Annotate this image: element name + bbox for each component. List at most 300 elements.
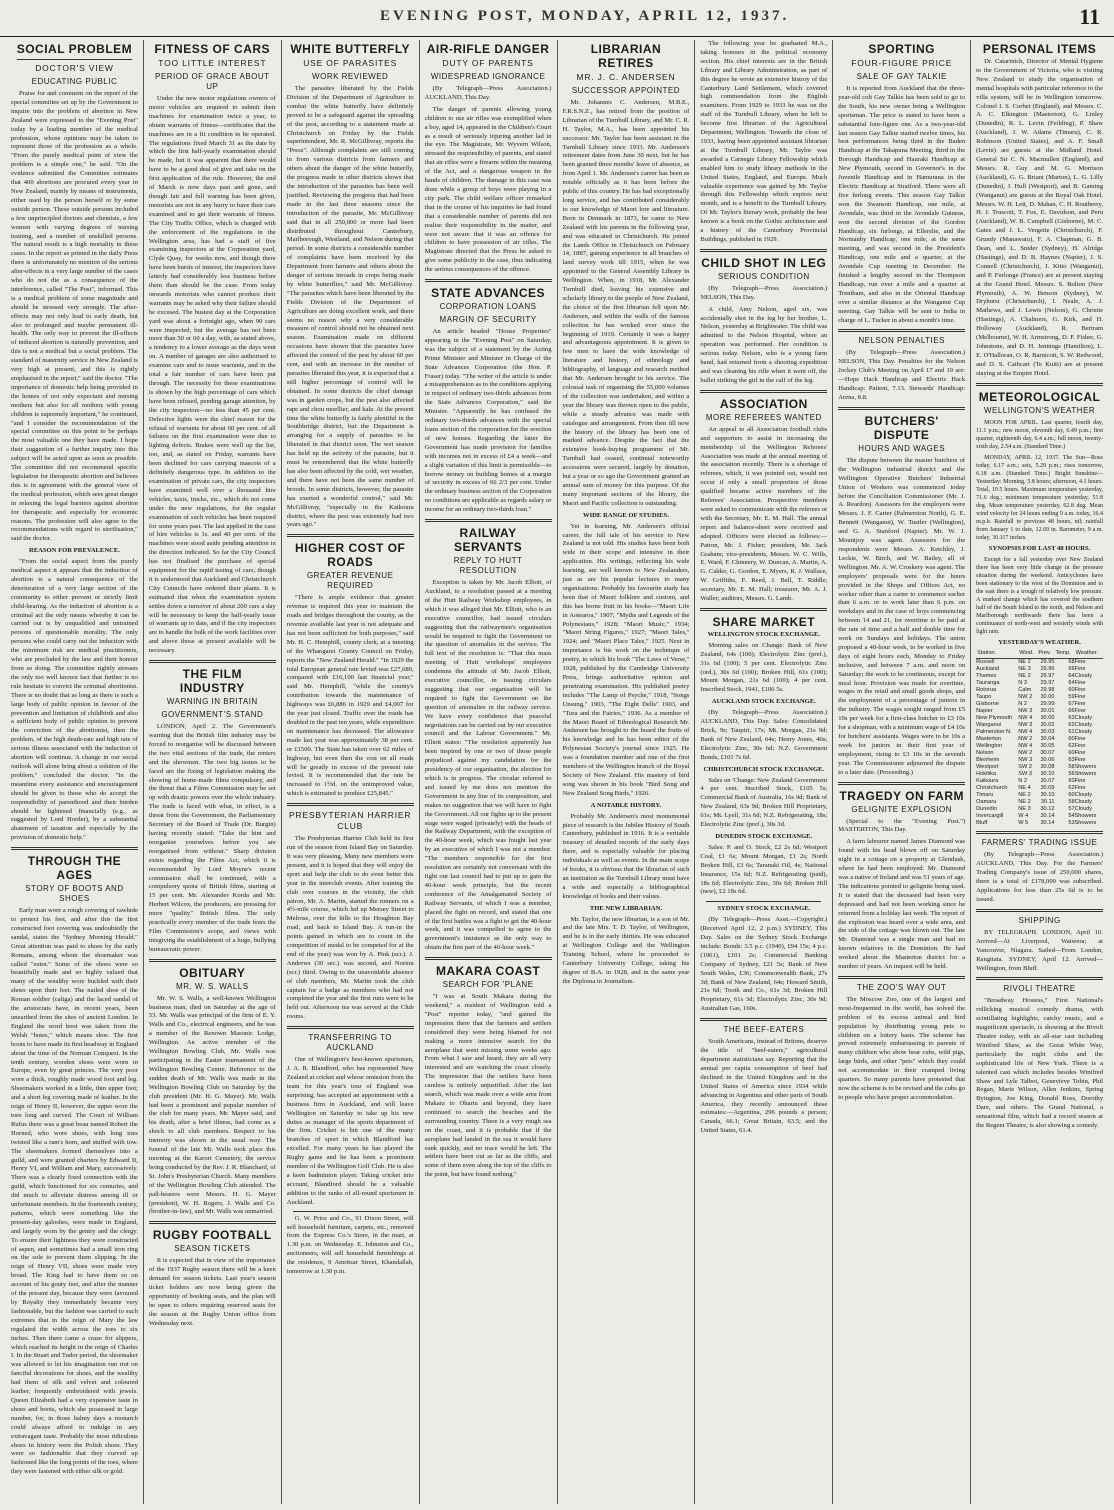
table-cell: 29.96 [1040,666,1055,673]
table-cell: W 5 [1018,820,1029,827]
table-header: Wind. [1018,649,1037,659]
divider [425,519,552,522]
table-cell: 62 [1068,722,1075,729]
table-cell: 64 [1068,673,1075,680]
table-cell: SW 2 [1018,764,1032,771]
table-cell: 56 [1068,771,1075,778]
table-row [976,799,1103,806]
article-body: LONDON, April 2. The Government's warning that the British film industry may be forced to reorganise will be discussed between the two vital sections of the trade, the renters and the showmen. The two big issues to be faced are the fixing of legislation making the showing of home-made films compulsory, and the threat that a Films Commission may be set up with drastic powers over the whole industry. The trade is faced with what, in effect, is a threat from the Government, the Parliamentary Secretary of the Board of Trade (Dr. Burgin) having recently stated: "Take the hint and reorganise yourselves before you are reorganised from without." Sharp division exists regarding the Films Act, which it is recommended by Lord Moyne's recent commission shall be continued, with a compulsory quota of British films, starting at 15 per cent. Mr. Alexander Korda and Mr. Herbert Wilcox, the producers, are pressing for more "quality" British films. The only practically every member of the trade fears the Film Commission's scope, and views with misgiving the establishment of a huge, bullying bureaucratic power. [148,723,276,953]
subheadline: FOUR-FIGURE PRICE [851,58,953,68]
table-cell: 67 [1068,701,1075,708]
table-cell: NE 2 [1018,799,1031,806]
article-body: The parasites liberated by the Fields Division of the Department of Agriculture to combat the white butterfly have definitely proved to be a safeguard against the spreading of the pest, according to a statement made at Christchurch on Friday by the Fields superintendent, Mr. R. McGillivray, reports the "Press". Although complaints are still coming in from various districts from farmers and others about the danger of the white butterfly, the progress made in other districts shows that the introduction of the parasites has been well justified. Reviewing the progress that had been made in the last three seasons since the introduction of the parasite, Mr. McGillivray said that in all 250,000 or more had been distributed throughout Canterbury, Marlborough, Westland, and Nelson during that period. In some districts a considerable number of complaints have been received by the Department from farmers and others about the danger of serious inroads in crops being made by white butterflies," said Mr. McGillivray. "The parasites which have been liberated by the Fields Division of the Department of Agriculture are doing excellent work, and there seems no reason why a very considerable measure of control should not be obtained next season. Examination made on different occasions have shown that the parasites have affected the control of the pest by about 60 per cent, and with an increase in the number of parasites liberated this year, it is expected that a still higher percentage of control will be obtained. In some districts the chief damage was in garden crops, but the pest also affected rape and chou moellier, and kale. At the present time the white butterfly is fairly plentiful in the Southbridge district, but the Department is arranging for a supply of parasites to be liberated in that district soon. The wet season has held up the activity of the parasite, but it must be remembered that the white butterfly has also been affected by the cold, wet weather, and there have not been the same number of broods. In some districts, however, the parasite has exerted a wonderful control," said Mr. McGillivray, "especially in the Kaikoura district, where the pest was extremely bad two years ago." [286,85,414,529]
table-cell: 60 [1068,750,1075,757]
table-header: Weather. [1075,649,1103,659]
subheadline: EDUCATING PUBLIC [31,77,118,86]
column-8 [971,40,1108,1504]
headline: SHARE MARKET [712,614,816,629]
article-body: An article headed "House Properties" appearing in the "Evening Post" on Saturday, was the subject of a statement by the Acting Prime Minister and Minister in Charge of the State Advances Corporation (the Hon. P. Fraser) today. "The writer of the article is under a misapprehension as to the conditions applying in respect of ordinary two-thirds advances from the State Advances Corporation," said the Minister. "Apparently he has confused the ordinary two-thirds advances with the special loans section of the corporation for the erection of new houses. Regarding the latter the Government has made provision for families with incomes not in excess of £4 a week—and a slight variation of this limit is permissible—to borrow money on building homes at a margin of security in excess of 66 2/3 per cent. Under the ordinary business section of the Corporation no conditions are applicable as regards salary or income for an ordinary two-thirds loan." [424,328,552,514]
table-cell: Dunedin [976,806,997,813]
article-body: Except for a fall yesterday over New Zealand there has been very little change in the pressure situation during the weekend. Anticyclones have been stationary to the west of the Dominion and to the east there is a trough of relatively low pressure. A marked change which has covered the southern half of the South Island to the north, and Nelson and Marlborough northwards there has been a continuance of north-west and westerly winds with light rain. [976,556,1103,635]
table-cell: Cloudy [1074,799,1092,806]
table-cell: Fine [1074,694,1086,701]
subheadline: MORE REFEREES WANTED [705,412,822,422]
masthead [0,0,1114,37]
column-3 [282,40,420,1504]
headline: CHILD SHOT IN LEG [701,255,827,270]
table-cell: Invercargill [976,813,1004,820]
article-social-problem [11,42,138,843]
subheadline: REPLY TO HUTT RESOLUTION [453,556,523,576]
article-air-rifle-danger [425,42,552,275]
table-cell: Fine [1074,666,1086,673]
table-cell: New Plymouth [976,715,1013,722]
table-cell: Fine [1074,680,1086,687]
column-7 [833,40,971,1504]
table-row [976,757,1103,764]
headline: SHIPPING [1018,915,1061,925]
headline: MAKARA COAST [435,964,541,979]
article-white-butterfly [287,42,414,530]
table-cell: 54 [1068,813,1075,820]
subheadline: DUTY OF PARENTS [442,58,534,68]
subheadline: MR. J. C. ANDERSEN [576,72,676,82]
subheadline: MR. W. S. WALLS [176,981,249,991]
headline: WHITE BUTTERFLY [290,42,411,56]
table-cell: W 4 [1018,813,1029,820]
section-subhead: AUCKLAND STOCK EXCHANGE. [711,698,816,706]
section-subhead: THE NEW LIBRARIAN. [589,904,663,912]
article-association [700,397,827,604]
headline: THROUGH THE AGES [27,854,122,883]
table-cell: Auckland [976,666,1000,673]
table-cell: Russell [976,659,995,666]
headline: SOCIAL PROBLEM [16,42,133,56]
headline: SPORTING [868,42,936,56]
article-higher-cost-of-roads [287,541,414,799]
article-body: (By Telegraph—Press Assn.—Copyright.) (Received April 12, 2 p.m.) SYDNEY, This Day. Sales on the Sydney Stock Exchange include: Bonds: 3.5 p.c. (1940), £94 15s; 4 p.c. (1961), £101 2s; Commercial Banking Company of Sydney, £21 5s; Bank of New South Wales, £36; Commonwealth Bank, 27s 3d; Bank of New Zealand, 64s; Howard Smith, 21s 6d; Tooth and Co., 61s 3d; Broken Hill Proprietary, 61s 3d; Electrolytic Zinc, 30s 9d; Australian Gas, 160s. [700,916,828,1013]
table-cell: 30.14 [1040,813,1055,820]
article-body: A farm labourer named James Diamond was found with his head blown off on Saturday night in a cottage on a property at Glendusk, where he had been employed. Mr. Diamond was a native of Ireland and was 51 years of age. The indications pointed to gelignite being used. It is stated that the deceased had been very depressed and had not been working since he returned from a holiday last week. The report of the explosion was heard over a wide area, and the side of the cottage was blown out. The late Mr. Diamond was a single man and had no known relatives in the Dominion. He had worked about the Masterton district for a number of years. An inquest will be held. [838,838,966,971]
table-cell: NE 3 [1018,806,1031,813]
table-cell: Fine [1074,778,1086,785]
page-number: 11 [1079,4,1100,29]
article-body: "There is ample evidence that greater revenue is required this year to maintain the roads and bridges throughout the county, as the revenue available last year is not adequate and has not been sufficient for both purposes," said Mr. H. C. Hemphill, county clerk, at a meeting of the Whangarei County Council on Friday, reports the "New Zealand Herald." "In 1929 the total European general rate levied was £27,680, compared with £16,100 last financial year," said Mr. Hemphill, "while the county's contribution towards the maintenance of highways was £6,886 in 1929 and £4,007 for the year just closed. Traffic over the roads has doubled in the past ten years, while expenditure on maintenance has decreased. The allowance made last year was approximately 38 per cent. or £1500. The State has taken over 62 miles of highway, but even then the cost on all roads will be greatly in excess of the present rate levied. It is recommended that the rate be increased to 1½d. on the unimproved value, which is estimated to produce £25,845." [286,594,414,798]
table-row [976,701,1103,708]
table-cell: N 2 [1018,701,1027,708]
table-cell: Fine [1074,743,1086,750]
article-rivoli-theatre [976,984,1103,1131]
column-2 [144,40,282,1504]
table-row [976,806,1103,813]
headline: PRESBYTERIAN HARRIER CLUB [289,810,412,832]
article-nelson-penalties [838,336,965,402]
article-body: Mr. W. S. Walls, a well-known Wellington business man, died on Saturday at the age of 53. Mr. Walls was principal of the firm of E. Y. Walls and Co., electrical engineers, and he was a member of the Renown Masonic Lodge, Wellington. An active member of the Wellington Bowling Club, Mr. Walls was participating in the Easter tournament of the Wellington Bowling Centre. Reference to the sudden death of Mr. Walls was made in the Wellington Bowling Club on Saturday by the club president (Mr. H. G. Mayer). Mr. Walls had been a prominent and popular member of the club for many years, Mr. Mayer said, and his death, after a brief illness, had come as a shock to all club members. Respect to his memory was shown in the usual way. The funeral of the late Mr. Walls took place this morning at the Karori Cemetery, the service being conducted by the Rev. J. R. Blanchard, of St. John's Presbyterian Church. Many members of the Wellington Bowling Club attended. The pall-bearers were Messrs. H. G. Mayer (president), W. H. Rogers, J. Walls and Co. (brother-in-law), and Mr. Walls was unmarried. [148,994,276,1216]
table-cell: 30.07 [1040,778,1055,785]
article-zoos-way-out [838,983,965,1103]
table-cell: NW 2 [1018,750,1033,757]
table-cell: Cloudy [1074,722,1092,729]
article-body: Yet in learning, Mr. Andersen's official career, the full tale of his service to New Zealand is not told. His studies have been both wide in their scope and intensive in their application. His writings, reflecting his wide learning, are well known to New Zealanders, just as are his popular lectures to many organisations. Probably his favourite study has been that of Maori folklore and custom, and this has borne fruit in his books—"Maori Life in Aotearoa," 1907; "Myths and Legends of the Polynesians," 1928; "Maori Music," 1934; "Maori String Figures," 1927; "Maori Tales," 1924; and "Maori Place Tales," 1925. Next in importance is his work on the technique of poetry, to which his book "The Laws of Verse," 1928, published by the Cambridge University Press, brings authoritative opinion and penetrating examination. His published poetry includes "The Lamp of Psyche," 1918, "Songs Unsung," 1903, "The Eight Dells" 1903, and "Tura and the Fairies," 1936. As a member of the Maori Board of Ethnological Research Mr. Andersen has brought to the board the fruits of his knowledge and he has been editor of the Polynesian Society's journal since 1925. He was a foundation member and one of the first members of the Wellington branch of the Royal Society of New Zealand. His mastery of bird song was shown in his book "Bird Song and New Zealand Song Birds," 1926. [562,522,690,797]
divider [700,1018,827,1021]
article-body: Dr. Catarinich, Director of Mental Hygiene to the Government of Victoria, who is visiting New Zealand to study the organisation of mental hospitals with particular reference to the villa system, will be in Wellington tomorrow. Colonel I. S. Corbet (England), and Messrs. C. A. C. Elkington (Masterton), G. Linley (Dunedin), R. L. Levin (Feilding), P. Shaw (Auckland), J. W. Adams (Timaru), C. R. Robinson (United States), and A. F. Small (Levin) are guests at the Midland Hotel. General Sir C. N. Macmullen (England), and Messrs. R. Guy and M. G. Morrison (Auckland), G. G. Briant (Marton), L. G. Lilly (Dunedin), J. Hull (Westport), and B. Gaming (Wanganui) are guests at the Royal Oak Hotel. Messrs. W. H. Lett, D. Mahan, C. H. Routberry, H. J. Truscott, T. Fox, E. Davidson, and Peru (Auckland), W. B. Campbell (Gisborne), M. C. Gates and J. L. Vergette (Christchurch), F. Grundy (Manawatu), F. A. Chapman, G. B. Dean, and L. Snider (Sydney), H. Alridge (Hastings), and D. B. Haynes (Napier), J. S. Connell (Christchurch), J. Kitto (Wanganui), and P. Furlonge (France) are at present staying at the Grand Hotel. Messrs. S. Bolton (New Plymouth), A. W. Benson (Sydney), W. Dryhurst (Christchurch), I. Neale, A. J. Mathews, and J. Lewis (Nelson), G. Christie (Hastings), A. Chalmers, G. Kirk, and H. Holloway (Auckland), R. Bertram (Melbourne), W. H. Armstrong, D. F. Fisher, G. Johnstone, and D. H. Jennings (Hamilton), L. E. O'Halloran, O. R. Barnicott, S. W. Redwood, and D. S. Cathcart (Te Kuiti) are at present staying at the Empire Hotel. [976,58,1103,377]
table-row [976,785,1103,792]
table-cell: NW 4 [1018,729,1033,736]
table-cell: 58 [1068,799,1075,806]
article-presbyterian-harrier-club [287,810,414,1022]
article-body: (By Telegraph—Press Association.) AUCKLAND, This Day. Sales: Consolidated Brick, 9s; Taupiri, 17s; Mt. Morgan, 21s 9d; Bank of New Zealand, 64s; Henry Jones, 40s; Electrolytic Zinc, 30s 6d; N.Z. Government Bonds, £101 7s 6d. [700,709,828,761]
divider [838,782,965,785]
table-row [976,750,1103,757]
table-cell: 66 [1068,708,1075,715]
headline: STATE ADVANCES [431,286,546,301]
divider [149,1221,276,1224]
section-subhead: SYNOPSIS FOR LAST 48 HOURS. [988,544,1091,552]
table-cell: Blenheim [976,757,1000,764]
subheadline: SEARCH FOR 'PLANE [442,980,534,990]
table-cell: Thames [976,673,997,680]
table-cell: 29.99 [1040,701,1055,708]
divider [976,831,1103,834]
table-cell: 30.06 [1040,757,1055,764]
table-cell: N 3 [1018,680,1027,687]
table-cell: Wanganui [976,722,1002,729]
table-cell: Wellington [976,743,1003,750]
table-cell: NE 4 [1018,785,1031,792]
article-body: It is reported from Auckland that the three-year-old colt Gay Talkie has been sold to go to the South, his new owner being a Wellington sportsman. The price is stated to have been a substantial four-figure one. As a two-year-old last season Gay Talkie started twelve times, his best performances being third in the Baden Handicap at the Takapuna Meeting, third in the Borough Handicap and Hauraki Handicap at New Plymouth, second in Governor's in the Juvenile Handicap and in Hamurana in the Electric Handicap at Stratford. There were all five furlong events. This season Gay Talkie won the Swanson Handicap, one mile, at Avondale, was third in the Avondale Guineas, won the second division of the Gordon Handicap, six furlongs, at Ellerslie, and the Normanby Handicap, one mile, at the same meeting, and was second in the President's Handicap, one mile and a quarter, at the Avondale Cup meeting in December. He finished a lengthy second in the Thompson Handicap, run over a mile and a quarter at Trentham, and also in the Oriental Handicap over a similar distance at the Wanganui Cup meeting. Gay Talkie will be sent to India in charge of L. Tucker in about a month's time. [838,85,966,324]
table-cell: Rotorua [976,687,997,694]
section-subhead: CHRISTCHURCH STOCK EXCHANGE. [703,765,825,773]
article-state-advances [425,286,552,515]
divider [293,1211,408,1212]
table-cell: Cloudy [1074,673,1092,680]
article-body: The Moscow Zoo, one of the largest and most-frequented in the world, has solved the problem of its excess animal and bird population by distributing young pets to children on a lottery basis. The scheme has proved extremely embarrassing to parents of many children who show bear cubs, wild pigs, large birds, and other "pets" which they could not accommodate in their cramped living quarters. So many parents have protested that now the scheme is to be revised and the cubs go to people who have proper accommodation. [838,995,966,1101]
weather-table-title: YESTERDAY'S WEATHER. [998,638,1081,646]
article-body: South Americans, instead of Britons, deserve the title of "beef-eaters," agricultural department statisticians say. Reporting that the annual per capita consumption of beef had declined in the United Kingdom and in the United States of America since 1934 while advancing in Argentina and other parts of South America, they recently announced these estimates:—Argentina, 296 pounds a person; Canada, 66.1; Great Britain, 63.5; and the United States, 61.4. [700,1038,828,1135]
table-cell: Fine [1074,701,1086,708]
table-cell: Fine [1074,736,1086,743]
divider [838,976,965,979]
table-cell: 30.09 [1040,785,1055,792]
table-cell: 30.00 [1040,694,1055,701]
table-cell: Showers [1074,764,1097,771]
article-librarian-continued [700,40,827,245]
table-cell: Timaru [976,792,994,799]
headline: TRANSFERRING TO AUCKLAND [308,1033,393,1053]
table-cell: Palmerston N. [976,729,1012,736]
article-body: (By Telegraph—Press Association.) AUCKLAND, This Day. For the Farmers' Trading Company's issue of 250,000 shares, there is a total of £178,000 was subscribed. Applications for less than 25s 6d is to be issued. [976,851,1103,903]
article-body: The following year he graduated M.A., taking honours in the political economy section. His chief interests are in the British Library and Library Administration, as part of this degree he wrote an extensive history of the Canterbury Land Settlement, which covered high commendation from the English examiners. From 1929 to 1933 he was on the staff of the Turnbull Library, when he left to become first librarian of the Agricultural Department, Wellington. Towards the close of 1933, having been appointed assistant librarian at the Turnbull Library, Mr. Taylor was awarded a Carnegie Library Fellowship which enabled him to study library methods in the United States, England, and Europe. Much valuable experience was gained by Mr. Taylor through this Fellowship which expires next month, and is a benefit to the Turnbull Library. Of Mr. Taylor's literary work, probably the best known is a book on the Gothic architecture and a history of the Canterbury Provincial Buildings, published in 1929. [700,40,828,243]
table-cell: Showers [1074,771,1097,778]
divider [976,977,1103,980]
table-cell: 30.11 [1040,799,1055,806]
table-row [976,736,1103,743]
divider [149,959,276,962]
section-subhead: WIDE RANGE OF STUDIES. [583,511,669,519]
article-share-market [700,615,827,897]
table-cell: Napier [976,708,993,715]
table-row [976,771,1103,778]
divider [976,383,1103,386]
table-row [976,694,1103,701]
article-beef-eaters [700,1025,827,1136]
article-railway-servants [425,526,552,953]
section-subhead: DUNEDIN STOCK EXCHANGE. [715,832,813,840]
headline: OBITUARY [179,965,246,980]
table-cell: Fine [1074,757,1086,764]
table-cell: 30.05 [1040,743,1055,750]
table-cell: Cloudy [1074,715,1092,722]
table-cell: Fine [1074,708,1086,715]
divider [838,407,965,410]
subheadline: PERIOD OF GRACE ABOUT UP [155,72,270,91]
subheadline: SALE OF GAY TALKIE [856,72,947,81]
table-header-row [976,649,1103,659]
table-cell: NW 3 [1018,757,1033,764]
divider [838,329,965,332]
article-body: Sales: P. and O. Stock, £2 2s 6d; Westport Coal, £1 6s; Mount Morgan, £1 2s; North Broken Hill, £3 6s; Taranaki Oil, 4s; National Insurance, 15s 6d; N.Z. Refrigerating (paid), 18s 6d; Electrolytic Zinc, 30s 6d; Broken Hill (new), £2 18s 6d. [700,843,828,896]
table-cell: 59 [1068,694,1075,701]
divider [976,909,1103,912]
headline: AIR-RIFLE DANGER [426,42,550,56]
table-cell: Tauranga [976,680,1000,687]
headline: NELSON PENALTIES [858,336,945,346]
divider [706,901,821,902]
subheadline: WIDESPREAD IGNORANCE [430,72,546,81]
table-cell: 30.14 [1040,820,1055,827]
table-header: Temp. [1054,649,1074,659]
subheadline: SEASON TICKETS [174,1244,251,1254]
article-body: BY TELEGRAPH. LONDON, April 10. Arrived—At Liverpool, Waiwera; at Vancouver, Niagara. Sailed—From London, Rangitata. SYDNEY, April 12. Arrived—Wellington, from Bluff. [976,928,1103,972]
headline: THE FILM INDUSTRY [179,667,245,696]
section-subhead: A NOTABLE HISTORY. [590,801,662,809]
column-1 [6,40,144,1504]
table-cell: Cloudy [1074,729,1092,736]
byline: (Special to the "Evening Post.") MASTERTON, This Day. [838,817,966,834]
article-sporting [838,42,965,325]
table-cell: Kaikoura [976,778,999,785]
table-cell: Showers [1074,820,1097,827]
article-body: Mr. Taylor, the new librarian, is a son of Mr. and the late Mrs. T. D. Taylor, of Wellington, and he is in the early thirties. He was educated at Wellington College and the Wellington Training School, where he proceeded to Canterbury University College, taking his degree of B.A. in 1928, and in the same year the Diploma in Journalism. [562,915,690,985]
divider [700,608,827,611]
table-cell: 30.01 [1040,708,1055,715]
table-cell: Oamaru [976,799,997,806]
article-body: Under the new motor regulations owners of motor vehicles are required to submit their machines for examination twice a year, to obtain warrants of fitness—certificates that the machines are in a fit condition to be operated. The regulations fixed March 31 as the date by which the first half-yearly examination should be made, but it was apparent that there would have to be a good deal of give and take on the first application of the rule. However, the end of March is now days past and gone, and though fair and full warning has been given, motorists are not in any hurry to have their cars examined and to get their warrants of fitness. The City Traffic Office, which is charged with the enforcement of the regulations in the Wellington area, has had a staff of five examining inspectors at the Corporation yard, Clyde Quay, for weeks now, and though there have been bursts of interest, the inspectors have latterly had considerably less business before them than should be the case. From today onwards motorists who cannot produce their warrants may be asked why their failure should be excused. The busiest day at the Corporation yard was about a fortnight ago, when 90 cars were inspected, but the average has not been more than 50 or 60 a day, with, as stated above, a tendency to a lower average as the days went on. A number of garages are also authorised to examine cars and to issue warrants, and in the total a fair number of cars have been put through. The necessity for these examinations is shown by the high percentage of cars which have been refused, pending garage attention, by the city inspectors—no less than 45 per cent. Defective lights were the chief reason for the refusal of warrants for about 60 per cent. of all failures on the first examination were due to lighting defects. Brakes were well up the list, too, and, as stated on Friday, warrants have been declined for cars carrying mascots of a definitely dangerous type. In addition to the examination of private cars, the city inspectors have examined well over a thousand hire vehicles, taxis, trucks, etc., which do not come under the new regulations, for the regular examination of such vehicles has been required for some years past. The last applied in the case of hire vehicles is 1s. and 40 per cent. of the machines were stood aside pending attention in the direction indicated. So far the City Council has not finalised the purchase of special equipment for the rapid testing of cars, though it is understood that Auckland and Christchurch City Councils have ordered their plants. It is estimated that when the examination system settles down a turnover of about 200 cars a day will be necessary to keep the half-yearly issue of warrants up to date, and if the city inspectors are to handle the bulk of the work facilities over and above those at present available will be necessary. [148,95,276,655]
weather-table-body [976,659,1103,828]
headline: BUTCHERS' DISPUTE [864,413,939,442]
article-butchers-dispute [838,414,965,778]
table-cell: NE 2 [1018,673,1031,680]
table-cell: 60 [1068,736,1075,743]
table-row [976,820,1103,827]
table-cell: Hokitika [976,771,997,778]
article-body: "Broadway Hostess," First National's rollicking musical comedy drama, with scintillating highlights, catchy music, and a magnificent spectacle, is showing at the Rivoli Theatre today, with an all-star cast including Winifred Shaw, as the Great White Way, particularly the night clubs and the sophisticated life of New York. There is a talented cast which includes besides Winifred Shaw and Lyle Talbot, Genevieve Tobin, Phil Regan, Marie Wilson, Allen Jenkins, Spring Byington, Joe King, Donald Ross, Dorothy Dare, and others. The Grand National, a sensational film, which had a record season at the Regent Theatre, is also showing a comedy. [976,997,1103,1130]
subheadline: GELIGNITE EXPLOSION [851,804,952,814]
table-cell: Calm [1018,687,1032,694]
divider [287,534,414,537]
table-cell: 30.03 [1040,729,1055,736]
article-tragedy-on-farm [838,789,965,972]
table-cell: 64 [1068,680,1075,687]
table-cell: NE 2 [1018,792,1031,799]
table-cell: 30.00 [1040,715,1055,722]
table-cell: NW 4 [1018,743,1033,750]
table-cell: NW 2 [1018,736,1033,743]
article-body: The Presbyterian Harrier Club held its first run of the season from Island Bay on Saturday. It was very pleasing, Many new members were present, and it is hoped that they will enjoy the sport and help the club to do even better this year in the interclub events. After training the club over courses in the vicinity, the club patron, Mr. A. Martin, started the runners on a 4½-mile course, which led up Mersey Street to Melrose, over the hills to the Houghton Bay road, and back to Island Bay. A run-in the points gained in which are to count in the competition of medal to be competed for at the end of the year) was won by A. Pink (scr.). J. Andrews (30 sec.) was second, and Norton (scr.) third. Owing to the unavoidable absence of club members, Mr. Martin took the club captain for a badge as members who had not completed the year and the first runs were to be held out. Afternoon tea was served at the Club rooms. [286,835,414,1021]
table-cell: N 2 [1018,778,1027,785]
table-row [976,792,1103,799]
headline: RAILWAY SERVANTS [453,526,523,555]
table-row [976,666,1103,673]
article-child-shot-in-leg [700,256,827,386]
table-row [976,680,1103,687]
headline: METEOROLOGICAL [978,389,1101,404]
headline: THE BEEF-EATERS [723,1025,805,1035]
section-subhead: REASON FOR PREVALENCE. [28,547,120,555]
table-cell: 29.97 [1040,680,1055,687]
subheadline: WARNING IN BRITAIN [166,697,258,707]
divider [700,249,827,252]
table-cell: Taupo [976,694,992,701]
divider [17,59,132,60]
headline: FITNESS OF CARS [154,42,271,56]
subheadline: MARGIN OF SECURITY [439,315,537,325]
table-row [976,743,1103,750]
subheadline: STORY OF BOOTS AND SHOES [25,884,124,904]
table-cell: 63 [1068,715,1075,722]
divider [425,957,552,960]
article-body: Early man wore a rough covering of rawhide to protect his feet, and after this the first constructed foot covering was undoubtedly the sandal, states the "Sydney Morning Herald." Great attention was paid to shoes by the early Romans, among whom the shoemaker was called "sutor." Some of the shoes were so beautifully made and so highly valued that many of the wealthy wore buckled with their shoes upon their feet. The nailed shoe of the Roman soldier (caliga) and the laced sandal of the aristocrats have, in recent years, been unearthed from the sites of ancient London. In England the word boot was taken from the Welsh "botes," which means shoe. The first boots to have made its first headway in England about the time of the Norman Conquest. In the tenth century, wooden shoes were worn in Europe, even by great princes. The very poor wore a thick, roughly made wood foot and leg. Shoemakers worked in a little, thin upper foot; and a short leg covering made of leather. In the reign of Henry II, however, the upper wore the toes long and curved. The Court of William Rufus there was a great beau named Robert the Horned, who wore shoes, with long toes twisted like a ram's horn, and stuffed with tow. The shoemakers formed themselves into a guild, and were granted charters by Edward II, Henry VI, and William and Mary, successively. There was a clearly fixed connection with the guild, which functioned for six centuries, and did much to alleviate distress among ill or unfortunate members. In the fourteenth century, patterns, which were something like the present-day galoshes, were made in England, and largely worn by the gentry and the clergy. To ensure their lightness they were constructed of aspen, and sometimes had a small iron ring on the sole to prevent them slipping. In the reign of Henry VII, shoes were made very broad. The King had to have them so on account of his gouty feet, and after the manner of the present day, because they were favoured by Royalty they immediately became very fashionable, but the fashion was carried to such extremes that in the reign of Mary the law regulated the width across the toes to six inches. Then there came a craze for slippers, which reached its height in the reign of Charles I. In the Stuart and Tudor period, the shoemaker was allowed to let his imagination run riot on fanciful decorations for shoes, and the wealthy had them of silk and velvet and coloured leather, frequently embroidered with jewels. Queen Elizabeth had a very expensive taste in shoes and boots, which she possessed in large number, for, in those balmy days a monarch could always afford to indulge in any extravagant taste. Probably the most ridiculous shoes in history were the Polish shoes. They were so fashionable that they curved up fashioned like the long points of the toes, where they were fastened with either silk or gold. [11,907,138,1476]
table-cell: NW 4 [1018,715,1033,722]
table-cell: Showers [1074,813,1097,820]
headline: FARMERS' TRADING ISSUE [981,838,1098,848]
table-cell: 30.07 [1040,750,1055,757]
column-5 [558,40,696,1504]
subheadline: CORPORATION LOANS [439,302,537,312]
table-cell: NW 3 [1018,722,1033,729]
article-body: Mr. Johannes C. Andersen, M.B.E., F.R.S.N.Z., has retired from the position of Librarian of the Turnbull Library, and Mr. C. R. H. Taylor, M.A., has been appointed his successor. Mr. Taylor has been assistant in the Turnbull Library since 1933. Mr. Andersen's retirement dates from June 30 next, but he has been granted three months' leave of absence, as from April 1. Mr. Andersen's career has been as notable officially as it has been before the public of this country. He has had exceptionally long service, and has contributed considerably to our knowledge of Maori lore and literature. Born in Denmark in 1873, he came to New Zealand with his parents in the following year, and was educated in Christchurch. He joined the Lands Office in Christchurch on February 14, 1887, gaining experience in all branches of land survey work till 1915, when he was appointed to the General Assembly Library in Wellington. When, in 1918, Mr. Alexander Turnbull died, leaving his extensive and scholarly library to the people of New Zealand, the choice of the first librarian fell upon Mr. Andersen, and within the walls of the famous collection he has worked ever since the beginning of 1919. Certainly it was a happy and advantageous appointment. It is given to few men to have the wide knowledge of literature and history, of ethnology and bibliography, of language and research method that Mr. Andersen brought to his service. The colossal task of organising the 55,000 volumes of the collection was undertaken, and within a year the library was thrown open to the public, while a steady advance was made with catalogue and arrangement. From then till now the history of the library has been one of marked advance. Despite the fact that the extensive book-buying programme of Mr. Turnbull had ceased, continual noteworthy accessions were secured, largely by donation, but a year or so ago the Government granted an annual sum of money for this purpose. Of the many important sections of the library, the Maori and Pacific collection is outstanding. [562,99,690,507]
table-cell: 30.04 [1040,736,1055,743]
table-cell: 60 [1068,687,1075,694]
subheadline: DOCTOR'S VIEW [35,63,114,73]
article-body: Morning sales on Change: Bank of New Zealand, 64s (100); Electrolytic Zinc (pref.), 31s 6d (100); 5 per cent. Electrolytic Zinc (ord.), 30s 6d (100); Broken Hill, 61s (100); Mount Morgan, 21s 6d (100); 4 per cent. Inscribed Stock, 1941, £106 5s. [700,641,828,694]
byline: (By Telegraph—Press Association.) AUCKLAND, This Day. [424,85,552,101]
article-body: MONDAY, APRIL 12, 1937. The Sun—Rose today, 6.17 a.m.; sets, 5.29 p.m.; rises tomorrow, 6.18 a.m. (Standard Time.) Bright Sunshine—Yesterday: Morning, 5.8 hours; afternoon, 4.1 hours. Total, 10.5 hours. Maximum temperature yesterday, 71.6 deg.; minimum temperature yesterday, 51.8 deg. Mean temperature yesterday, 62.8 deg. Mean wind velocity for 24 hours ending 9 a.m. today, 16.4 m.p.h. Rainfall to previous 48 hours, nil; rainfall from January 1 to date, 12.69 in. Barometer, 9 a.m. today, 30.117 inches. [976,454,1103,541]
table-cell: Fine [1074,750,1086,757]
byline: (By Telegraph—Press Association.) NELSON, This Day. [700,284,828,301]
subheadline: HOURS AND WAGES [858,443,946,453]
divider [149,660,276,663]
article-obituary [149,966,276,1218]
table-row [976,708,1103,715]
table-cell: Bluff [976,820,988,827]
table-row [976,729,1103,736]
table-row [976,659,1103,667]
article-body: An appeal to all Association football clubs and supporters to assist in increasing the membership of the Wellington Referees' Association was made at the annual meeting of the association recently. There is a shortage of referees, which, it was pointed out, would not occur if only a small proportion of those qualified became active members of the Referees' Association. Prospective members were asked to communicate with the referees or with the Secretary, Mr. E. M. Hall. The annual report and balance-sheet were received and adopted. Officers were elected as follows:—Patron, Mr. J. Fisher; president, Mr. Jack Graham; vice-presidents, Messrs. W. C. Wills, E. Ward, F. Chinnery, W. Duncan, A. Martin, A. G. Calder, G. Gordon, E. Myers, R. J. Wallace, W. Griffiths, F. Reed, J. Bell, T. Riddle; secretary, Mr. E. M. Hall; treasurer, Mr. A. J. Waller; auditors, Messrs. G. Lamb. [700,425,828,603]
article-body: The danger of parents allowing young children to use air rifles was exemplified when a boy, aged 14, appeared in the Children's Court as a result of seriously injuring another lad in the eye. The Magistrate, Mr. Wyvern Wilson, stressed the responsibility of parents, and stated that air rifles were a firearm within the meaning of the Act, and a dangerous weapon in the hands of children. The damage in this case was done while a group of boys were playing in a city park. The child welfare officer remarked that in the course of his inquiries he had found that a considerable number of parents did not realise their responsibility in the matter, and were not aware that it was an offence for children to have possession of air rifles. The Magistrate directed that the Press be asked to give some publicity to the case, thus indicating the serious consequences of the offence. [424,105,552,274]
table-cell: Fine [1074,659,1086,666]
table-cell: Christchurch [976,785,1008,792]
subheadline: GOVERNMENT'S STAND [161,710,264,720]
article-body: A child, Amy Nelson, aged six, was accidentally shot in the leg by her brother, L. Nelson, yesterday at Brightwater. The child was admitted to the Nelson Hospital, where an operation was performed. Her condition is serious today. Nelson, who is a young farm hand, had returned from a shooting expedition and was cleaning his rifle when it went off, the bullet striking the girl in the calf of the leg. [700,305,828,384]
article-fitness-of-cars [149,42,276,656]
article-body: "I was at South Makara during the weekend," a resident of Wellington told a "Post" reporter today, "and gained the impression there that the farmers and settlers considered they were being blamed for not making a more intensive search for the aeroplane that went missing some weeks ago. From what I saw and heard, they are all very interested and are watching the coast closely. The impression that the settlers have been careless is entirely unjustified. After the last search, which was made over a wide area from Makara to Ohariu and beyond, they have continued to search the beaches and the surrounding country. There is a very rough sea on the coast, and it is probable that if the aeroplane had landed in the sea it would have sunk quickly, and no trace would be left. The settlers have been out as far as the cliffs, and some of them even along the top of the cliffs to the point, but have found nothing." [424,993,552,1179]
table-cell: 68 [1068,659,1075,666]
weather-table [976,649,1103,827]
article-body: "From the social aspect from the purely medical aspect it appears that the induction of abortion is a natural consequence of the deterioration of a very large section of the community to either prevent or strictly limit child-bearing. As the induction of abortion is a criminal act the only means whereby it can be carried out is by unqualified and untrained persons of questionable morality. The only persons who could carry out the induction with the minimum risk are medical practitioners, who are precluded by the law and their honour from so doing. The committee rightly stresses the only too well known fact that further is no rule hesitate to convict the criminal abortionist. There is no doubt that as long as there is such a large body of public opinion in favour of the prevention and limitation of childbirth and also a sufficient body of public opinion to prevent the conviction of the abortionist, then the problem, of the high death-rate and high rate of serious illness associated with the induction of abortion will continue. A change in our social outlook will alone bring about a solution of the problem," concluded the doctor. "In the meantime every assistance and encouragement should be given to those who do accept the responsibility of parenthood and their burden should be lightened financially (e.g., as suggested by Lord Horder), by a substantial abatement of taxation and especially by the provision of domestic help." [11,558,138,842]
table-cell: 29.95 [1040,659,1055,666]
article-body: Probably Mr. Andersen's most monumental piece of research is the Jubilee History of South Canterbury, published in 1916. It is a veritable treasury of detailed records of the early days there, and is especially valuable for placing individuals as well as events. In the main scope of books, it is obvious that the librarian of such an institution as the Turnbull Library must have a wide and especially a bibliographical knowledge of books and their values. [562,812,690,900]
table-cell: Gisborne [976,701,999,708]
table-cell: 60 [1068,792,1075,799]
article-body: G. W. Price and Co., 91 Dixon Street, will sell household furniture, carpets, etc., removed from the Express Co.'s Store, in the mart, at 1.30 p.m. on Wednesday. E. Johnston and Co., auctioneers, will sell household furnishings at the residence, 9 Amritsar Street, Khandallah, tomorrow at 1.30 p.m. [286,1214,414,1276]
divider [425,279,552,282]
table-row [976,764,1103,771]
table-row [976,722,1103,729]
column-6 [695,40,833,1504]
article-librarian-retires [563,42,690,987]
article-body: MOON FOR APRIL. Last quarter, fourth day, 11.1 p.m.; new moon, eleventh day, 6.49 p.m.; first quarter, eighteenth day, 6.4 a.m.; full moon, twenty-sixth day, 2.54 a.m. (Standard Time.) [976,419,1103,450]
subheadline: SUCCESSOR APPOINTED [571,86,681,95]
subheadline: WELLINGTON'S WEATHER [983,405,1096,415]
article-body: One of Wellington's best-known sportsmen, J. A. R. Blandford, who has represented New Zealand at cricket and whose omission from the team for this year's tour of England was surprising, has accepted an appointment with a business firm in Auckland, and will leave Wellington on Saturday to take up his new duties as manager of the sports department of the firm. Cricket is but one of the many branches of sport in which Blandford has excelled. For many years he has played the Rugby game and he has been a prominent member of the Wellington Golf Club. He is also a keen badminton player. Taking cricket into account, Blandford should be a valuable addition to the ranks of all-round sportsmen in Auckland. [286,1056,414,1206]
article-body: Sales on 'Change: New Zealand Government 4 per cent. Inscribed Stock, £105 5s; Commercial Bank of Australia, 16s 9d; Bank of New Zealand, 63s 9d; Broken Hill Proprietary, 61s; Mt. Lyell, 31s 6d; N.Z. Refrigerating, 18s; Electrolytic Zinc (pref.), 30s 3d. [700,776,828,829]
article-body: It is expected that in view of the importance of the 1937 Rugby season there will be a keen demand for season tickets. Last year's season ticket holders are now being given the opportunity of booking seats, and the plan will be open to others requiring reserved seats for the season at the Rugby Union office from Wednesday next. [148,1257,276,1327]
table-cell: 53 [1068,820,1075,827]
table-header: Station. [976,649,1018,659]
subheadline: WORK REVIEWED [312,72,389,81]
table-row [976,673,1103,680]
masthead-title: EVENING POST, MONDAY, APRIL 12, 1937. [380,8,790,24]
subheadline: TOO LITTLE INTEREST [158,58,267,68]
table-cell: Fine [1074,785,1086,792]
table-cell: Fine [1074,687,1086,694]
article-body: Praise for and comment on the report of the special committee set up by the Government to inquire into the problem of abortion in New Zealand were expressed to the "Evening Post" today by a leading member of the medical profession, whose opinions may be taken to represent those of the profession as a whole. "From the purely medical point of view the problem is a simple one," he said. "On the evidence submitted the Committee estimates that 400 abortions are procured every year in New Zealand, mainly by means of instruments, either used by the person herself or by some outside person. These outside persons included a few unprincipled doctors and chemists, a few women with varying degrees of nursing training, and a number of unskilled persons. The natural result is a high mortality in these cases. In the report as printed in the daily Press there is unfortunately no mention of the serious after-effects in a very large number of the cases who do not die as a consequence of the interference, called "The Post", informed. This is a medical problem of some magnitude and should be stressed very strongly. The after-effects may not only lead to early death, but also to prolonged and maybe permanent ill-health. The only way to prevent the ill-effects of induced abortion is naturally prevention, and this is not a medical but a social problem. The standard of maternity service in New Zealand is very high at present, and this is rightly emphasised in the report," said the doctor. "The importance of domestic help being provided in the homes of not only expectant and nursing mothers but also for all mothers with young children is supremely important," he continued, "and I consider the recommendation of the special committee on this point to be perhaps the most valuable one they have made. I hope their suggestion of a further inquiry into this subject will be acted upon as soon as possible. The committee did not recommend specific legislation for therapeutic abortion and believes this is in agreement with the general view of the medical profession, which sees great danger in relaxing the legal barriers against abortion for therapeutic and especially for economic reasons. The profession will also agree to the recommendations with regard to sterilisation," said the doctor. [11,90,138,543]
divider [11,847,138,850]
table-cell: Cloudy [1074,792,1092,799]
table-cell: 30.12 [1040,806,1055,813]
table-cell: Masterton [976,736,1001,743]
table-cell: 62 [1068,743,1075,750]
table-cell: NW 3 [1018,708,1033,715]
headline: LIBRARIAN RETIRES [590,42,662,70]
table-cell: 58 [1068,764,1075,771]
table-cell: 29.97 [1040,673,1055,680]
table-cell: 30.10 [1040,771,1055,778]
divider [287,803,414,806]
article-shipping [976,916,1103,974]
table-cell: 30.10 [1040,792,1055,799]
table-cell: NE 3 [1018,666,1031,673]
table-header: Prev. [1037,649,1054,659]
subheadline: SERIOUS CONDITION [718,271,810,281]
table-row [976,715,1103,722]
table-cell: Nelson [976,750,994,757]
headline: ASSOCIATION [719,396,808,411]
table-cell: 30.08 [1040,764,1055,771]
headline: PERSONAL ITEMS [982,42,1097,56]
article-body: Exception is taken by Mr. Jacob Elliott, of Auckland, to a resolution passed at a meeting of the Hutt Railway Workshop employees, in which it was alleged that Mr. Elliott, who is an executive councillor, had issued circulars suggesting that the railwaymen's organisation would be required to fight the Government on the question of anomalies in the service. The full text of the resolution is: "That this mass meeting of Hutt workshops' employees condemns the attitude of Mr. Jacob Elliott, executive councillor, in issuing circulars suggesting that our organisation will be required to fight the Government on the question of anomalies in the railway service. We have every confidence that peaceful negotiations can be carried out by our executive council and the Labour Government." Mr. Elliott states: "The resolution apparently has been inspired by one or two of those people prejudiced against my candidature for the presidency of our organisation, the election for which is in progress. The circular referred to and issued by me does not mention the Government in any line of its composition, and makes no suggestion that we will have to fight the Government. All our fights up to the present stage were waged (privately) with the heads of the Railway Department, with the exception of the 40-hour week, which was fought last year by an executive of which I was not a member. "The members responsible for the first resolution are certainly not conversant with the fight our last council had to put up to gain the 40-hour week principle, but the recent conference of the Amalgamated Society of Railway Servants, of which I was a member, placed the fight on record, and stated that one of the first battles was a fight to get the 40-hour week, and it was compelled to agree to the government's insistence as the only way to obtain the first part of the 40-hour week." [424,579,552,952]
table-cell: SW 3 [1018,771,1032,778]
article-personal-items [976,42,1103,379]
table-cell: Westport [976,764,999,771]
divider [700,390,827,393]
table-row [976,778,1103,785]
section-subhead: WELLINGTON STOCK EXCHANGE. [707,630,821,638]
article-transferring-to-auckland [287,1033,414,1277]
article-body: The dispute between the master butchers of the Wellington industrial district and the Wellington Operative Butchers' Industrial Union of Workers was commenced today before the Conciliation Commissioner (Mr. J. A. Reardon). Assessors for the employers were Messrs. J. F. Carter (Palmerston North), G. E. Bennett (Wanganui), W. Tustler (Wellington), and G. A. Stanford (Napier). Mr. W. J. Mountjoy was agent. Assessors for the respondents were Messrs. A. Ketchley, J. Leckie, W. Birch, and W. Bailey, all of Wellington. Mr. A. W. Croskery was agent. The employers' proposals were for the hours provided in the Shops and Offices Act, no worker other than a carter to commence earlier than 6 a.m. or to work later than 6 p.m. on weekdays and in the case of boys commencing between 14 and 21, for overtime to be paid at the rate of time and a half and double time for work on Sundays and holidays. The union proposed a 40-hour week, to be worked in five days of eight hours each, Monday to Friday inclusive, and between 7 a.m. and noon on Saturday; the work to be continuous, except for meal hour. Provision was made for overtime, wages in the retail and small goods shops, and the employment of a percentage of juniors in the industry. The wages sought ranged from £5 10s per week for a first-class butcher to £3 10s for a shopman, with a minimum wage of £4 10s for butchers' assistants. Wages were to be 10s a week for juniors in their first year of employment, rising to £3 10s in the seventh year. The Commissioner adjourned the dispute to a later date. (Proceeding.) [838,456,966,776]
divider [287,1026,414,1029]
